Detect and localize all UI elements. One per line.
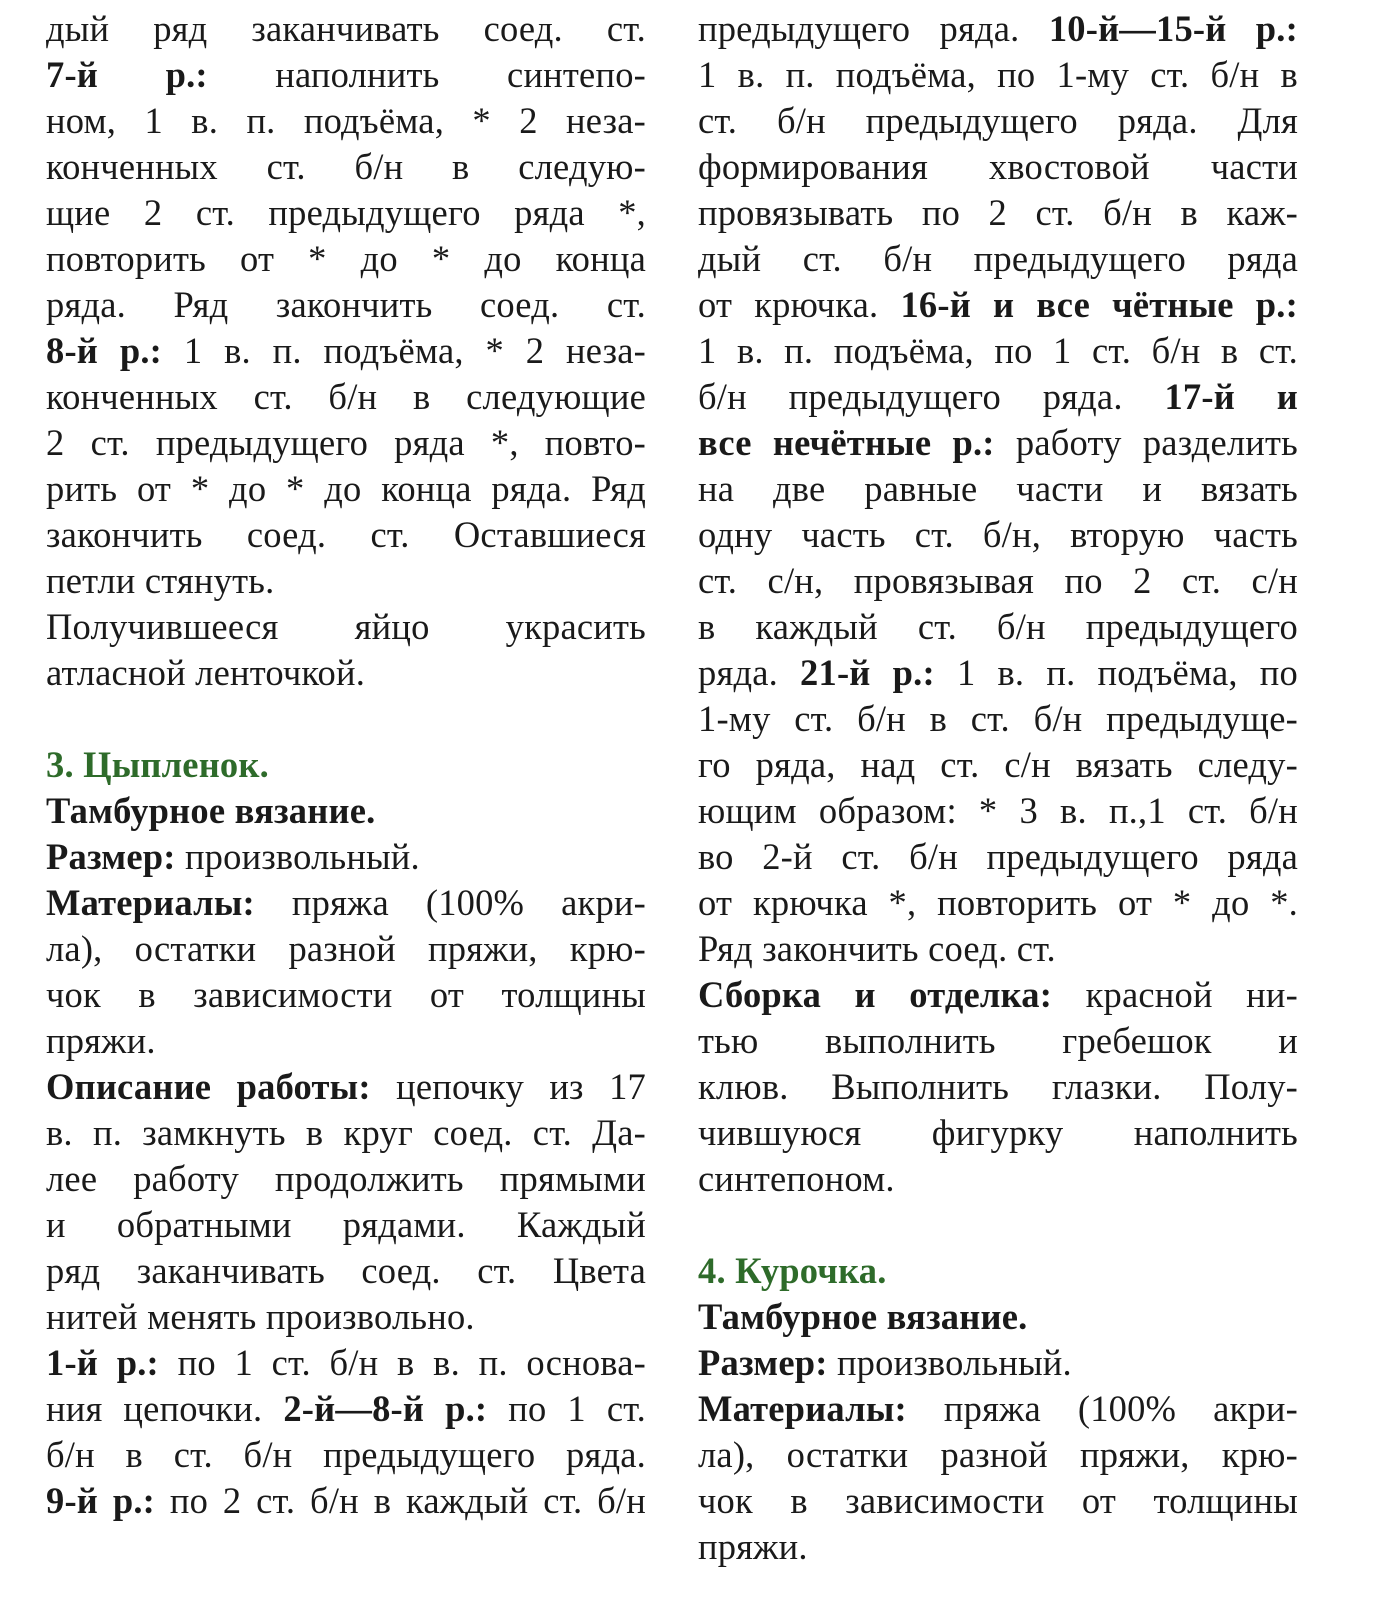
text-line (698, 1018, 1298, 1064)
bold-label: 10-й—15-й р.: (1048, 8, 1298, 49)
text-run: наполнить синтепо- (207, 54, 646, 95)
text-line (46, 420, 646, 466)
text-run: от крючка. (698, 284, 901, 325)
text-run: петли стянуть. (46, 560, 275, 601)
text-line (46, 1248, 646, 1294)
text-line (698, 1248, 1298, 1294)
text-run: произвольный. (827, 1342, 1072, 1383)
text-run: дый ст. б/н предыдущего ряда (698, 238, 1298, 279)
text-line (46, 1064, 646, 1110)
text-line (698, 374, 1298, 420)
bold-label: Материалы: (698, 1388, 907, 1429)
text-line (46, 466, 646, 512)
text-line (698, 420, 1298, 466)
text-line (46, 98, 646, 144)
text-line (46, 1432, 646, 1478)
text-run: и обратными рядами. Каждый (46, 1204, 646, 1245)
text-line (698, 1156, 1298, 1202)
text-run: ном, 1 в. п. подъёма, * 2 неза- (46, 100, 646, 141)
text-line (698, 52, 1298, 98)
text-run: красной ни- (1052, 974, 1298, 1015)
text-line (698, 190, 1298, 236)
text-line (46, 1202, 646, 1248)
text-line (46, 6, 646, 52)
text-line (46, 1018, 646, 1064)
text-run: рить от * до * до конца ряда. Ряд (46, 468, 646, 509)
text-line (698, 282, 1298, 328)
text-run: чок в зависимости от толщины (46, 974, 646, 1015)
text-run: 1 в. п. подъёма, * 2 неза- (162, 330, 646, 371)
bold-label: 9-й р.: (46, 1480, 156, 1521)
paragraph-gap (46, 696, 646, 742)
text-run: пряжи. (46, 1020, 156, 1061)
text-run: предыдущего ряда. (698, 8, 1049, 49)
text-run: по 1 ст. (487, 1388, 646, 1429)
bold-label: 8-й р.: (46, 330, 163, 371)
bold-label: Тамбурное вязание. (46, 790, 376, 831)
text-run: чок в зависимости от толщины (698, 1480, 1298, 1521)
text-line (46, 328, 646, 374)
text-run: закончить соед. ст. Оставшиеся (46, 514, 646, 555)
bold-label: Размер: (698, 1342, 828, 1383)
text-line (46, 1340, 646, 1386)
text-line (698, 696, 1298, 742)
text-line (46, 52, 646, 98)
text-line (698, 1386, 1298, 1432)
bold-label: 7-й р.: (46, 54, 208, 95)
text-line (46, 880, 646, 926)
text-run: ряда. Ряд закончить соед. ст. (46, 284, 646, 325)
text-run: пряжа (100% акри- (906, 1388, 1298, 1429)
section-title: 3. Цыпленок. (46, 744, 269, 785)
bold-label: Тамбурное вязание. (698, 1296, 1028, 1337)
text-line (46, 558, 646, 604)
text-run: на две равные части и вязать (698, 468, 1298, 509)
text-line (698, 236, 1298, 282)
text-run: ст. с/н, провязывая по 2 ст. с/н (698, 560, 1298, 601)
text-run: лее работу продолжить прямыми (46, 1158, 646, 1199)
text-run: ряд заканчивать соед. ст. Цвета (46, 1250, 646, 1291)
text-line (698, 1110, 1298, 1156)
text-line (46, 742, 646, 788)
text-run: конченных ст. б/н в следующие (46, 376, 646, 417)
text-line (46, 512, 646, 558)
text-run: дый ряд заканчивать соед. ст. (46, 8, 646, 49)
text-run: 2 ст. предыдущего ряда *, повто- (46, 422, 646, 463)
text-run: го ряда, над ст. с/н вязать следу- (698, 744, 1298, 785)
text-run: тью выполнить гребешок и (698, 1020, 1298, 1061)
text-run: клюв. Выполнить глазки. Полу- (698, 1066, 1298, 1107)
text-line (698, 604, 1298, 650)
bold-label: Размер: (46, 836, 176, 877)
text-line (46, 834, 646, 880)
bold-label: 21-й р.: (800, 652, 935, 693)
bold-label: 2-й—8-й р.: (283, 1388, 488, 1429)
text-run: чившуюся фигурку наполнить (698, 1112, 1298, 1153)
text-line (698, 328, 1298, 374)
text-run: Ряд закончить соед. ст. (698, 928, 1056, 969)
text-line (698, 1478, 1298, 1524)
text-run: ния цепочки. (46, 1388, 284, 1429)
text-run: по 2 ст. б/н в каждый ст. б/н (155, 1480, 646, 1521)
text-line (698, 972, 1298, 1018)
text-run: 1 в. п. подъёма, по 1-му ст. б/н в (698, 54, 1298, 95)
bold-label: все нечётные р.: (698, 422, 995, 463)
text-line (698, 1294, 1298, 1340)
text-run: в. п. замкнуть в круг соед. ст. Да- (46, 1112, 646, 1153)
text-line (46, 282, 646, 328)
text-run: цепочку из 17 (370, 1066, 646, 1107)
text-run: произвольный. (175, 836, 420, 877)
text-line (46, 650, 646, 696)
text-run: Получившееся яйцо украсить (46, 606, 646, 647)
text-run: 1 в. п. подъёма, по (934, 652, 1298, 693)
paragraph-gap (698, 1202, 1298, 1248)
text-run: ющим образом: * 3 в. п.,1 ст. б/н (698, 790, 1298, 831)
text-line (46, 190, 646, 236)
text-line (46, 1386, 646, 1432)
text-run: по 1 ст. б/н в в. п. основа- (158, 1342, 646, 1383)
text-run: повторить от * до * до конца (46, 238, 646, 279)
text-run: пряжи. (698, 1526, 808, 1567)
text-run: провязывать по 2 ст. б/н в каж- (698, 192, 1298, 233)
text-line (698, 1340, 1298, 1386)
text-run: во 2-й ст. б/н предыдущего ряда (698, 836, 1298, 877)
bold-label: 17-й и (1164, 376, 1298, 417)
text-line (698, 1064, 1298, 1110)
text-line (46, 144, 646, 190)
text-line (698, 1432, 1298, 1478)
text-line (698, 558, 1298, 604)
text-run: ла), остатки разной пряжи, крю- (46, 928, 646, 969)
text-run: 1-му ст. б/н в ст. б/н предыдуще- (698, 698, 1298, 739)
text-line (46, 972, 646, 1018)
bold-label: 1-й р.: (46, 1342, 159, 1383)
text-run: от крючка *, повторить от * до *. (698, 882, 1298, 923)
text-line (698, 466, 1298, 512)
text-line (46, 788, 646, 834)
text-line (698, 834, 1298, 880)
text-run: ст. б/н предыдущего ряда. Для (698, 100, 1298, 141)
right-text-column (698, 6, 1298, 1570)
section-title: 4. Курочка. (698, 1250, 887, 1291)
text-run: синтепоном. (698, 1158, 895, 1199)
text-run: ряда. (698, 652, 801, 693)
text-line (46, 926, 646, 972)
text-line (698, 144, 1298, 190)
bold-label: Материалы: (46, 882, 255, 923)
text-line (46, 374, 646, 420)
text-line (698, 742, 1298, 788)
text-line (698, 6, 1298, 52)
text-line (46, 1478, 646, 1524)
text-line (46, 1156, 646, 1202)
left-text-column (46, 6, 646, 1524)
text-line (698, 926, 1298, 972)
text-run: работу разделить (994, 422, 1298, 463)
text-line (46, 604, 646, 650)
text-line (698, 512, 1298, 558)
text-run: б/н в ст. б/н предыдущего ряда. (46, 1434, 646, 1475)
text-run: конченных ст. б/н в следую- (46, 146, 646, 187)
text-line (46, 1110, 646, 1156)
text-run: одну часть ст. б/н, вторую часть (698, 514, 1298, 555)
text-run: в каждый ст. б/н предыдущего (698, 606, 1298, 647)
text-run: щие 2 ст. предыдущего ряда *, (46, 192, 646, 233)
text-run: ла), остатки разной пряжи, крю- (698, 1434, 1298, 1475)
text-line (46, 236, 646, 282)
bold-label: 16-й и все чётные р.: (900, 284, 1298, 325)
text-run: атласной ленточкой. (46, 652, 366, 693)
text-run: пряжа (100% акри- (254, 882, 646, 923)
text-line (46, 1294, 646, 1340)
text-run: нитей менять произвольно. (46, 1296, 475, 1337)
text-line (698, 98, 1298, 144)
text-line (698, 880, 1298, 926)
text-line (698, 1524, 1298, 1570)
text-run: б/н предыдущего ряда. (698, 376, 1165, 417)
bold-label: Сборка и отделка: (698, 974, 1053, 1015)
bold-label: Описание работы: (46, 1066, 371, 1107)
text-run: формирования хвостовой части (698, 146, 1298, 187)
text-run: 1 в. п. подъёма, по 1 ст. б/н в ст. (698, 330, 1298, 371)
text-line (698, 650, 1298, 696)
text-line (698, 788, 1298, 834)
